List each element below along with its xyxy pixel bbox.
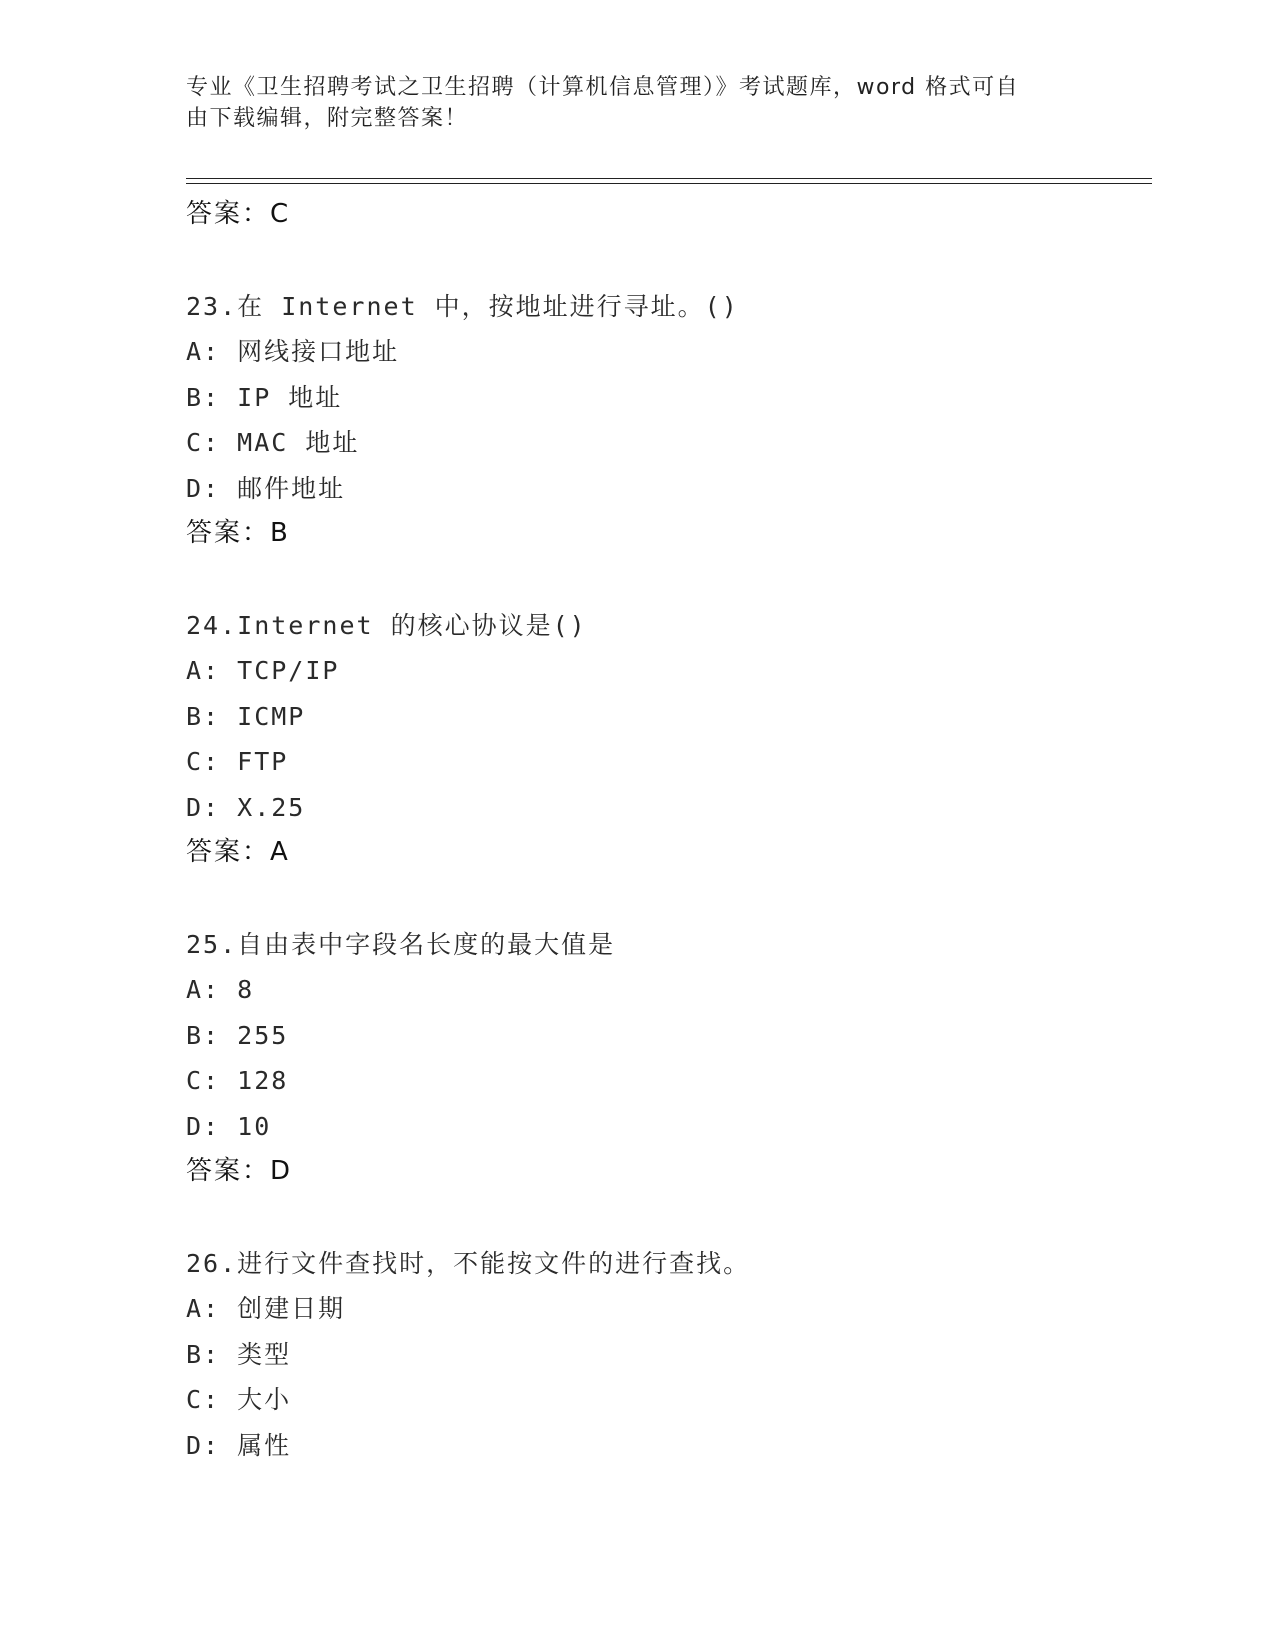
header-line-2: 由下载编辑，附完整答案！ <box>186 106 469 131</box>
option-c: C: 大小 <box>186 1385 292 1414</box>
document-header <box>186 72 1066 134</box>
question-stem: 23.在 Internet 中，按地址进行寻址。() <box>186 291 739 321</box>
option-a: A: 网线接口地址 <box>186 337 400 366</box>
option-b: B: 类型 <box>186 1339 292 1369</box>
question-stem: 24.Internet 的核心协议是() <box>186 610 587 640</box>
answer-line: 答案：B <box>186 518 290 548</box>
spacer <box>186 876 1146 922</box>
answer-line: 答案：D <box>186 1156 293 1186</box>
option-b: B: IP 地址 <box>186 382 343 412</box>
question-block <box>186 922 1146 1195</box>
question-block <box>186 284 1146 557</box>
option-c: C: FTP <box>186 747 289 776</box>
question-block <box>186 1241 1146 1469</box>
question-block <box>186 603 1146 876</box>
option-c: C: 128 <box>186 1066 289 1095</box>
header-divider-bottom <box>186 183 1152 184</box>
question-stem: 26.进行文件查找时，不能按文件的进行查找。 <box>186 1248 751 1278</box>
header-line-1: 专业《卫生招聘考试之卫生招聘（计算机信息管理）》考试题库，word 格式可自 <box>186 75 1020 100</box>
spacer <box>186 557 1146 603</box>
option-b: B: 255 <box>186 1020 289 1050</box>
option-d: D: 10 <box>186 1111 272 1141</box>
option-c: C: MAC 地址 <box>186 428 360 457</box>
spacer <box>186 1195 1146 1241</box>
answer-line: 答案：A <box>186 837 290 867</box>
question-list <box>186 192 1146 1468</box>
option-a: A: TCP/IP <box>186 656 340 685</box>
option-d: D: 属性 <box>186 1430 292 1460</box>
previous-answer: 答案：C <box>186 199 291 229</box>
option-b: B: ICMP <box>186 701 306 731</box>
option-d: D: 邮件地址 <box>186 473 346 503</box>
question-stem: 25.自由表中字段名长度的最大值是 <box>186 929 616 959</box>
option-a: A: 8 <box>186 975 255 1004</box>
spacer <box>186 238 1146 284</box>
header-divider-top <box>186 178 1152 179</box>
option-d: D: X.25 <box>186 792 306 822</box>
option-a: A: 创建日期 <box>186 1294 346 1323</box>
